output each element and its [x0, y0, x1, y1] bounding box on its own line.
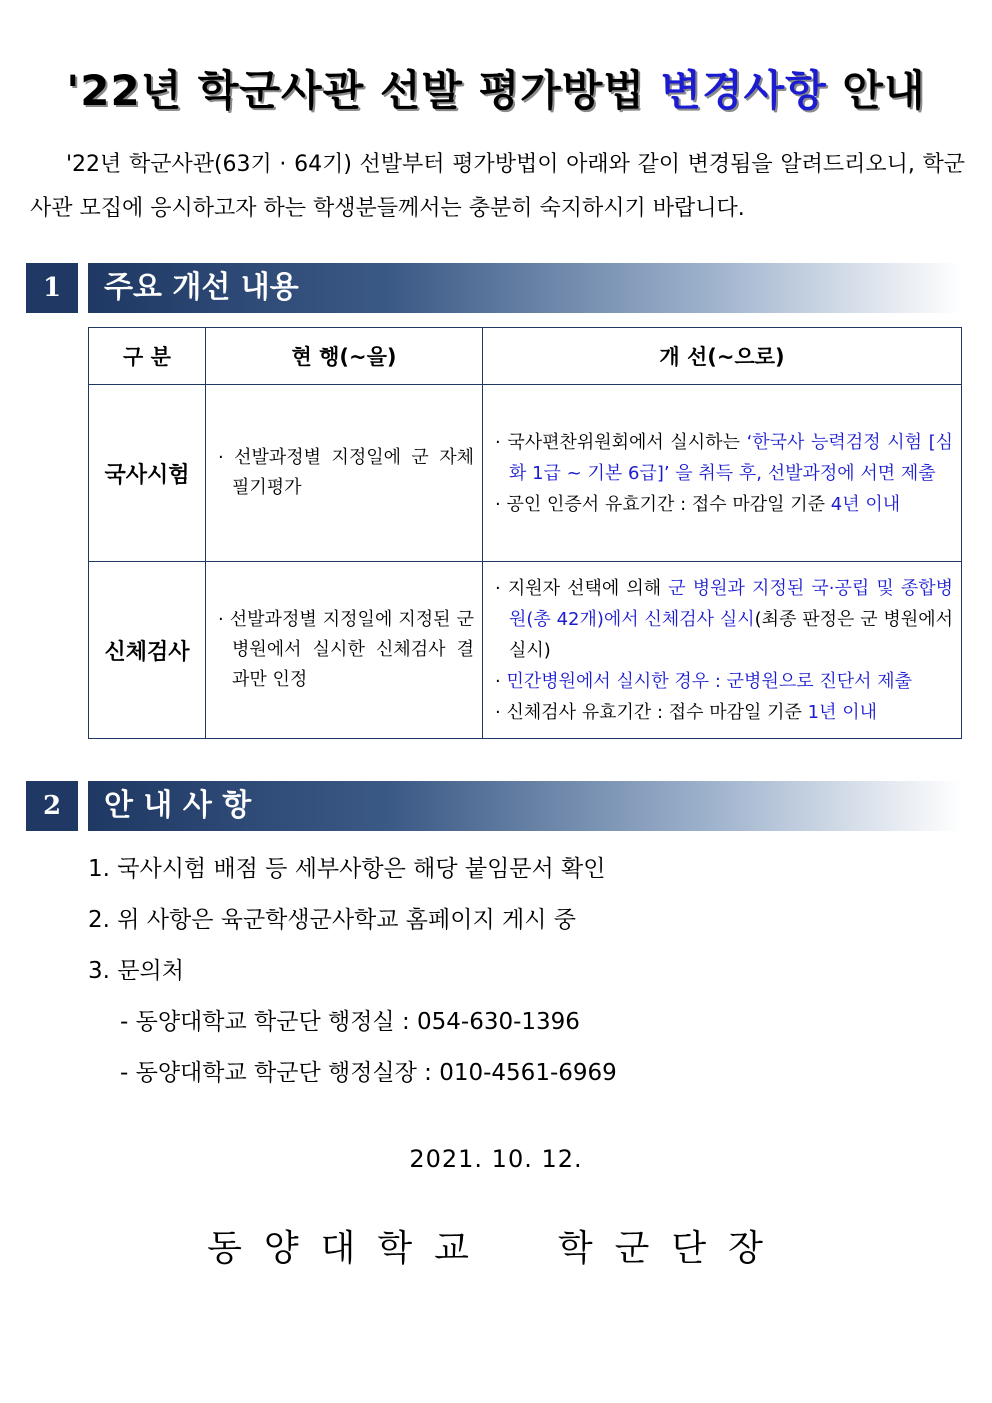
current-item: · 선발과정별 지정일에 지정된 군 병원에서 실시한 신체검사 결과만 인정: [218, 609, 474, 690]
row-current-history: [206, 385, 483, 562]
header-current: 현 행(~을): [206, 328, 483, 385]
new-item-highlight: 군 병원과 지정된 국·공립 및 종합병원(총 42개)에서 신체검사 실시: [509, 577, 953, 630]
notes-list: [88, 847, 617, 1102]
new-item-highlight: 4년 이내: [830, 493, 901, 515]
contact-item: - 동양대학교 학군단 행정실장 : 010-4561-6969: [120, 1060, 617, 1086]
section-2-title: 안 내 사 항: [88, 781, 962, 831]
new-item-text: · 공인 인증서 유효기간 : 접수 마감일 기준: [495, 493, 831, 515]
new-item-text: (최종 판정은 군 병원에서 실시): [509, 608, 953, 661]
note-item: 1. 국사시험 배점 등 세부사항은 해당 붙임문서 확인: [88, 856, 606, 882]
new-item: [495, 697, 953, 728]
section-1-header: [26, 263, 962, 313]
contact-item: - 동양대학교 학군단 행정실 : 054-630-1396: [120, 1009, 580, 1035]
new-item-text: · 신체검사 유효기간 : 접수 마감일 기준: [495, 701, 808, 723]
section-2-header: [26, 781, 962, 831]
current-item: · 선발과정별 지정일에 군 자체 필기평가: [218, 447, 474, 498]
row-category-history: 국사시험: [89, 385, 206, 562]
title-suffix: 안내: [826, 66, 926, 115]
signature: 동양대학교 학군단장: [207, 1228, 785, 1269]
row-current-physical: [206, 562, 483, 739]
improvement-table: [88, 327, 962, 739]
document-date: 2021. 10. 12.: [409, 1145, 583, 1173]
new-item-text: · 국사편찬위원회에서 실시하는: [495, 431, 747, 453]
section-1-title: 주요 개선 내용: [88, 263, 962, 313]
table-row: [89, 385, 962, 562]
new-item: [495, 573, 953, 666]
new-item: [495, 666, 953, 697]
note-item: 3. 문의처: [88, 958, 184, 984]
new-item-highlight: 1년 이내: [807, 701, 878, 723]
new-item-text: · 지원자 선택에 의해: [495, 577, 669, 599]
section-1-number: 1: [26, 263, 78, 313]
new-item-text: ·: [495, 670, 507, 692]
new-item-highlight: 민간병원에서 실시한 경우 : 군병원으로 진단서 제출: [506, 670, 912, 692]
intro-text: '22년 학군사관(63기 · 64기) 선발부터 평가방법이 아래와 같이 변경됨을 알려드리오니, 학군사관 모집에 응시하고자 하는 학생분들께서는 충분히 숙지하시기 바랍니다.: [30, 152, 965, 221]
header-new: 개 선(~으로): [483, 328, 962, 385]
table-header-row: [89, 328, 962, 385]
row-new-physical: [483, 562, 962, 739]
new-item: [495, 489, 953, 520]
page-title: [0, 58, 992, 118]
row-category-physical: 신체검사: [89, 562, 206, 739]
note-item: 2. 위 사항은 육군학생군사학교 홈페이지 게시 중: [88, 907, 576, 933]
header-category: 구 분: [89, 328, 206, 385]
section-2-number: 2: [26, 781, 78, 831]
new-item-highlight: ‘한국사 능력검정 시험 [심화 1급 ~ 기본 6급]’ 을 취득 후, 선발과정에 서면 제출: [509, 431, 953, 484]
intro-paragraph: [30, 143, 965, 231]
title-highlight: 변경사항: [660, 66, 827, 115]
title-prefix: '22년 학군사관 선발 평가방법: [66, 66, 661, 115]
new-item: [495, 427, 953, 489]
table-row: [89, 562, 962, 739]
row-new-history: [483, 385, 962, 562]
